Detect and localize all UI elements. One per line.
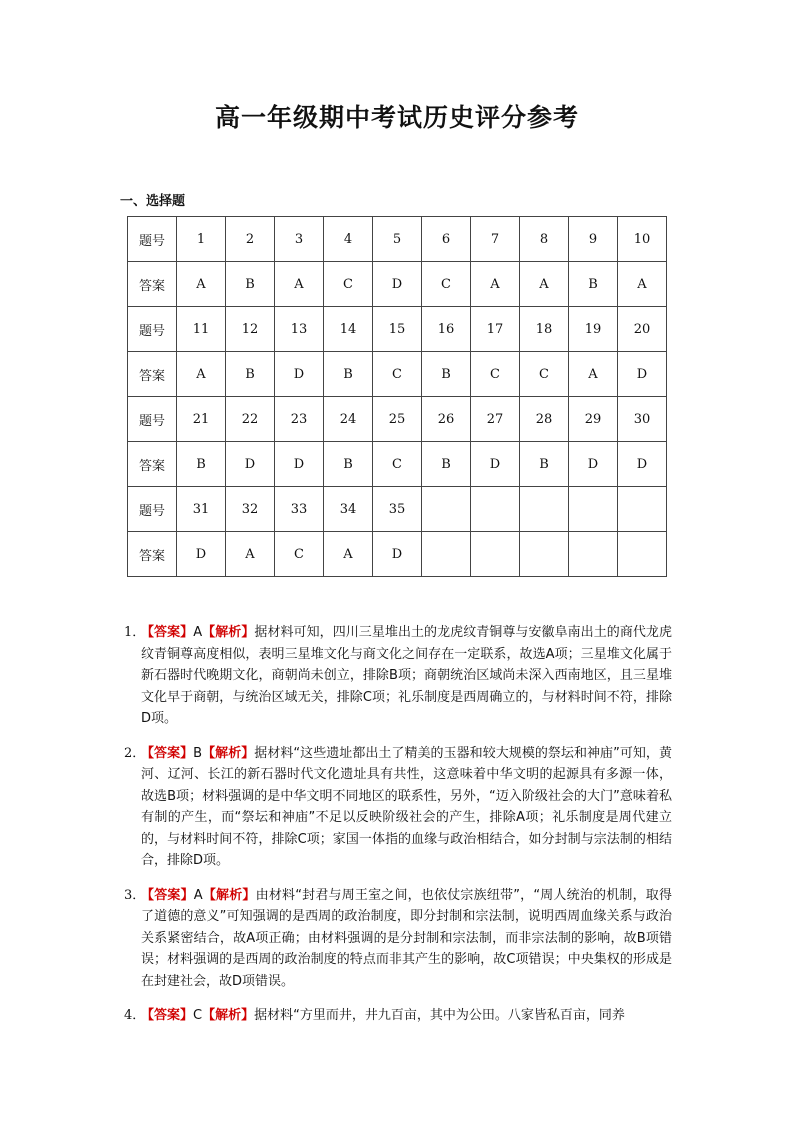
table-cell: 27 [471, 397, 520, 442]
table-cell: B [226, 262, 275, 307]
table-cell: D [569, 442, 618, 487]
table-cell: A [569, 352, 618, 397]
table-cell: B [226, 352, 275, 397]
item-number: 2． [124, 745, 146, 761]
table-cell: C [275, 532, 324, 577]
table-cell: D [373, 532, 422, 577]
explanation-list [124, 622, 672, 1040]
table-cell: 12 [226, 307, 275, 352]
table-cell: 33 [275, 487, 324, 532]
table-cell: 31 [177, 487, 226, 532]
table-cell [520, 487, 569, 532]
item-body [141, 885, 672, 993]
table-cell: 20 [618, 307, 667, 352]
list-item [124, 743, 672, 872]
item-number: 3． [124, 887, 146, 903]
answer-letter: A [193, 625, 203, 640]
answer-letter: B [193, 745, 203, 761]
answer-tag: 【答案】 [141, 625, 194, 640]
answer-letter: A [193, 887, 203, 903]
table-cell: 7 [471, 217, 520, 262]
table-cell: A [226, 532, 275, 577]
table-cell: C [520, 352, 569, 397]
table-cell: 8 [520, 217, 569, 262]
table-cell: D [618, 442, 667, 487]
table-cell: A [177, 262, 226, 307]
table-cell: C [422, 262, 471, 307]
list-item [124, 885, 672, 993]
table-cell: 11 [177, 307, 226, 352]
table-cell: C [373, 352, 422, 397]
row-header-cell: 题号 [128, 217, 177, 262]
table-row [128, 397, 667, 442]
row-header-cell: 题号 [128, 307, 177, 352]
analysis-text: 据材料“方里而井，井九百亩，其中为公田。八家皆私百亩，同养 [254, 1008, 625, 1023]
answer-letter: C [193, 1008, 203, 1023]
answer-table [127, 216, 667, 577]
table-row [128, 532, 667, 577]
row-header-cell: 题号 [128, 397, 177, 442]
table-row [128, 352, 667, 397]
table-cell: B [520, 442, 569, 487]
table-cell: 17 [471, 307, 520, 352]
analysis-tag: 【解析】 [202, 745, 255, 761]
table-row [128, 217, 667, 262]
table-cell: 28 [520, 397, 569, 442]
item-body [141, 622, 672, 730]
analysis-tag: 【解析】 [202, 1008, 255, 1023]
table-cell: 16 [422, 307, 471, 352]
analysis-text: 据材料可知，四川三星堆出土的龙虎纹青铜尊与安徽阜南出土的商代龙虎纹青铜尊高度相似，表明三星堆文化与商文化之间存在一定联系，故选A项；三星堆文化属于新石器时代晚期文化，商朝尚未创立，排除B项；商朝统治区域尚未深入西南地区，且三星堆文化早于商朝，与统治区域无关，排除C项；礼乐制度是西周确立的，与材料时间不符，排除D项。 [141, 625, 672, 726]
table-row [128, 442, 667, 487]
answer-tag: 【答案】 [141, 745, 194, 761]
table-cell: A [177, 352, 226, 397]
table-cell: 24 [324, 397, 373, 442]
analysis-text: 由材料“封君与周王室之间，也依仗宗族纽带”，“周人统治的机制，取得了道德的意义”可知强调的是西周的政治制度，即分封制和宗法制，说明西周血缘关系与政治关系紧密结合，故A项正确；由材料强调的是分封制和宗法制，而非宗法制的影响，故B项错误；材料强调的是西周的政治制度的特点而非其产生的影响，故C项错误；中央集权的形成是在封建社会，故D项错误。 [141, 887, 672, 989]
table-cell: 25 [373, 397, 422, 442]
table-cell: 6 [422, 217, 471, 262]
table-cell [618, 487, 667, 532]
table-cell: 14 [324, 307, 373, 352]
table-cell: 35 [373, 487, 422, 532]
table-cell [422, 532, 471, 577]
table-cell: 26 [422, 397, 471, 442]
table-cell: D [471, 442, 520, 487]
table-cell: B [177, 442, 226, 487]
table-cell: 5 [373, 217, 422, 262]
table-cell: C [471, 352, 520, 397]
item-body [141, 1005, 672, 1027]
table-cell: D [618, 352, 667, 397]
table-cell: A [324, 532, 373, 577]
table-cell: 21 [177, 397, 226, 442]
analysis-tag: 【解析】 [202, 887, 256, 903]
table-row [128, 307, 667, 352]
table-cell: 23 [275, 397, 324, 442]
table-cell: 13 [275, 307, 324, 352]
list-item [124, 1005, 672, 1027]
page-title: 高一年级期中考试历史评分参考 [214, 103, 579, 132]
answer-tag: 【答案】 [141, 1008, 194, 1023]
row-header-cell: 答案 [128, 352, 177, 397]
table-cell: A [275, 262, 324, 307]
section-heading: 一、选择题 [120, 194, 186, 209]
table-cell: 3 [275, 217, 324, 262]
table-cell: B [324, 442, 373, 487]
table-cell: B [324, 352, 373, 397]
table-cell: 30 [618, 397, 667, 442]
table-cell: A [520, 262, 569, 307]
table-cell: C [324, 262, 373, 307]
table-cell: B [422, 442, 471, 487]
row-header-cell: 题号 [128, 487, 177, 532]
table-row [128, 262, 667, 307]
answer-tag: 【答案】 [141, 887, 194, 903]
table-row [128, 487, 667, 532]
row-header-cell: 答案 [128, 532, 177, 577]
table-cell: 10 [618, 217, 667, 262]
table-cell: 32 [226, 487, 275, 532]
table-cell: C [373, 442, 422, 487]
table-cell [471, 487, 520, 532]
table-cell [471, 532, 520, 577]
table-cell: 29 [569, 397, 618, 442]
table-cell: 4 [324, 217, 373, 262]
table-cell: A [618, 262, 667, 307]
analysis-text: 据材料“这些遗址都出土了精美的玉器和较大规模的祭坛和神庙”可知，黄河、辽河、长江的新石器时代文化遗址具有共性，这意味着中华文明的起源具有多源一体，故选B项；材料强调的是中华文明不同地区的联系性，另外，“迈入阶级社会的大门”意味着私有制的产生，而“祭坛和神庙”不足以反映阶级社会的产生，排除A项；礼乐制度是周代建立的，与材料时间不符，排除C项；家国一体指的血缘与政治相结合，如分封制与宗法制的相结合，排除D项。 [141, 745, 672, 868]
item-number: 1． [124, 625, 146, 640]
row-header-cell: 答案 [128, 262, 177, 307]
table-cell: 2 [226, 217, 275, 262]
table-cell: D [226, 442, 275, 487]
analysis-tag: 【解析】 [202, 625, 255, 640]
table-cell [569, 487, 618, 532]
table-cell: 18 [520, 307, 569, 352]
table-cell [520, 532, 569, 577]
table-cell: D [373, 262, 422, 307]
table-cell: A [471, 262, 520, 307]
item-body [141, 743, 672, 872]
table-cell [618, 532, 667, 577]
table-cell: 9 [569, 217, 618, 262]
list-item [124, 622, 672, 730]
table-cell: D [275, 352, 324, 397]
table-cell: 1 [177, 217, 226, 262]
table-cell: B [422, 352, 471, 397]
table-cell: 15 [373, 307, 422, 352]
table-cell: D [177, 532, 226, 577]
table-cell: B [569, 262, 618, 307]
item-number: 4． [124, 1008, 146, 1023]
row-header-cell: 答案 [128, 442, 177, 487]
table-cell: 19 [569, 307, 618, 352]
table-cell: D [275, 442, 324, 487]
table-cell [422, 487, 471, 532]
table-cell [569, 532, 618, 577]
table-cell: 22 [226, 397, 275, 442]
table-cell: 34 [324, 487, 373, 532]
